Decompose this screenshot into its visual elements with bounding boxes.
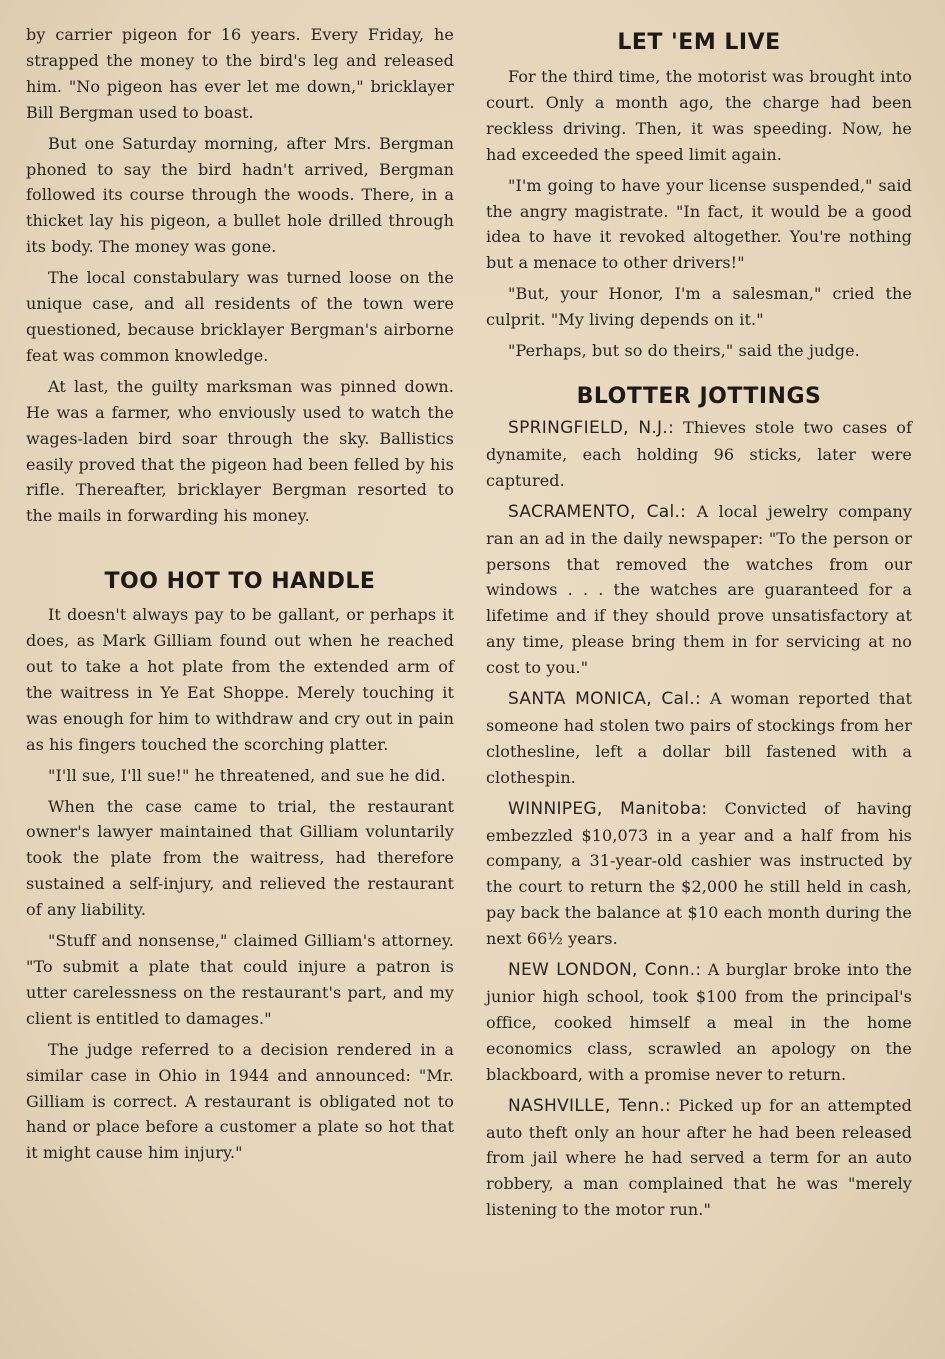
- pigeon-story: [26, 22, 454, 529]
- blotter-item: [486, 957, 912, 1088]
- too-hot-story: [26, 569, 454, 1166]
- story-paragraph: For the third time, the motorist was brought into court. Only a month ago, the charge had been reckless driving. Then, it was speeding. Now, he had exceeded the speed limit again.: [486, 67, 912, 164]
- blotter-text: A woman reported that someone had stolen two pairs of stockings from her clothesline, left a dollar bill fastened with a clothespin.: [486, 689, 912, 787]
- blotter-text: Picked up for an attempted auto theft only an hour after he had been released from jail where he had served a term for an auto robbery, a man complained that he was "merely listening to the motor run.": [486, 1095, 913, 1220]
- story-paragraph: "I'm going to have your license suspended," said the angry magistrate. "In fact, it would be a good idea to have it revoked altogether. You're nothing but a menace to other drivers!": [486, 175, 912, 273]
- let-em-live-story: [486, 30, 912, 364]
- blotter-item: [486, 686, 912, 791]
- blotter-text: Thieves stole two cases of dynamite, each holding 96 sticks, later were captured.: [486, 417, 912, 490]
- blotter-jottings: [486, 384, 912, 1223]
- blotter-place: WINNIPEG, Manitoba:: [508, 798, 708, 819]
- blotter-item: [486, 796, 912, 952]
- story-paragraph: It doesn't always pay to be gallant, or perhaps it does, as Mark Gilliam found out when he reached out to take a hot plate from the extended arm of the waitress in Ye Eat Shoppe. Merely touching it was enough for him to withdraw and cry out in pain as his fingers touched the scorching platter.: [26, 605, 454, 754]
- blotter-place: NASHVILLE, Tenn.:: [508, 1095, 672, 1116]
- blotter-text: Convicted of having embezzled $10,073 in a year and a half from his company, a 31-year-old cashier was instructed by the court to return the $2,000 he still held in cash, pay back the balance at $10 each month during the next 66½ years.: [486, 798, 913, 949]
- story-paragraph: by carrier pigeon for 16 years. Every Friday, he strapped the money to the bird's leg and released him. "No pigeon has ever let me down," bricklayer Bill Bergman used to boast.: [26, 25, 454, 122]
- blotter-item: [486, 415, 912, 494]
- blotter-place: SACRAMENTO, Cal.:: [508, 501, 687, 522]
- story-paragraph: "I'll sue, I'll sue!" he threatened, and sue he did.: [48, 765, 446, 785]
- blotter-text: A local jewelry company ran an ad in the daily newspaper: "To the person or persons that removed the watches from our windows . . . the watches are guaranteed for a lifetime and if they should prove unsatisfactory at any time, please bring them in for servicing at no cost to you.": [486, 501, 913, 678]
- story-paragraph: At last, the guilty marksman was pinned down. He was a farmer, who enviously used to watch the wages-laden bird soar through the sky. Ballistics easily proved that the pigeon had been felled by his rifle. Thereafter, bricklayer Bergman resorted to the mails in forwarding his money.: [26, 376, 454, 526]
- story-paragraph: The judge referred to a decision rendered in a similar case in Ohio in 1944 and announced: "Mr. Gilliam is correct. A restaurant is obligated not to hand or place before a customer a plate so hot that it might cause him injury.": [26, 1039, 454, 1163]
- story-paragraph: "Stuff and nonsense," claimed Gilliam's attorney. "To submit a plate that could injure a patron is utter carelessness on the restaurant's part, and my client is entitled to damages.": [26, 931, 454, 1028]
- story-paragraph: The local constabulary was turned loose on the unique case, and all residents of the town were questioned, because bricklayer Bergman's airborne feat was common knowledge.: [26, 268, 454, 365]
- blotter-heading: BLOTTER JOTTINGS: [576, 383, 822, 409]
- story-paragraph: But one Saturday morning, after Mrs. Bergman phoned to say the bird hadn't arrived, Bergman followed its course through the woods. There, in a thicket lay his pigeon, a bullet hole drilled through its body. The money was gone.: [26, 133, 454, 257]
- blotter-place: SPRINGFIELD, N.J.:: [508, 417, 675, 438]
- story-paragraph: When the case came to trial, the restaurant owner's lawyer maintained that Gilliam voluntarily took the plate from the waitress, had therefore sustained a self-injury, and relieved the restaurant of any liability.: [26, 796, 454, 920]
- story-paragraph: "Perhaps, but so do theirs," said the judge.: [508, 341, 860, 361]
- blotter-text: A burglar broke into the junior high school, took $100 from the principal's office, cooked himself a meal in the home economics class, scrawled an apology on the blackboard, with a promise never to return.: [486, 960, 913, 1084]
- right-column: [486, 22, 912, 1228]
- let-em-live-heading: LET 'EM LIVE: [617, 30, 781, 55]
- blotter-place: NEW LONDON, Conn.:: [508, 960, 702, 981]
- blotter-item: [486, 1093, 912, 1224]
- blotter-item: [486, 499, 912, 681]
- left-column: [26, 22, 454, 1171]
- too-hot-heading: TOO HOT TO HANDLE: [104, 569, 376, 595]
- blotter-place: SANTA MONICA, Cal.:: [508, 689, 702, 710]
- story-paragraph: "But, your Honor, I'm a salesman," cried the culprit. "My living depends on it.": [486, 284, 912, 330]
